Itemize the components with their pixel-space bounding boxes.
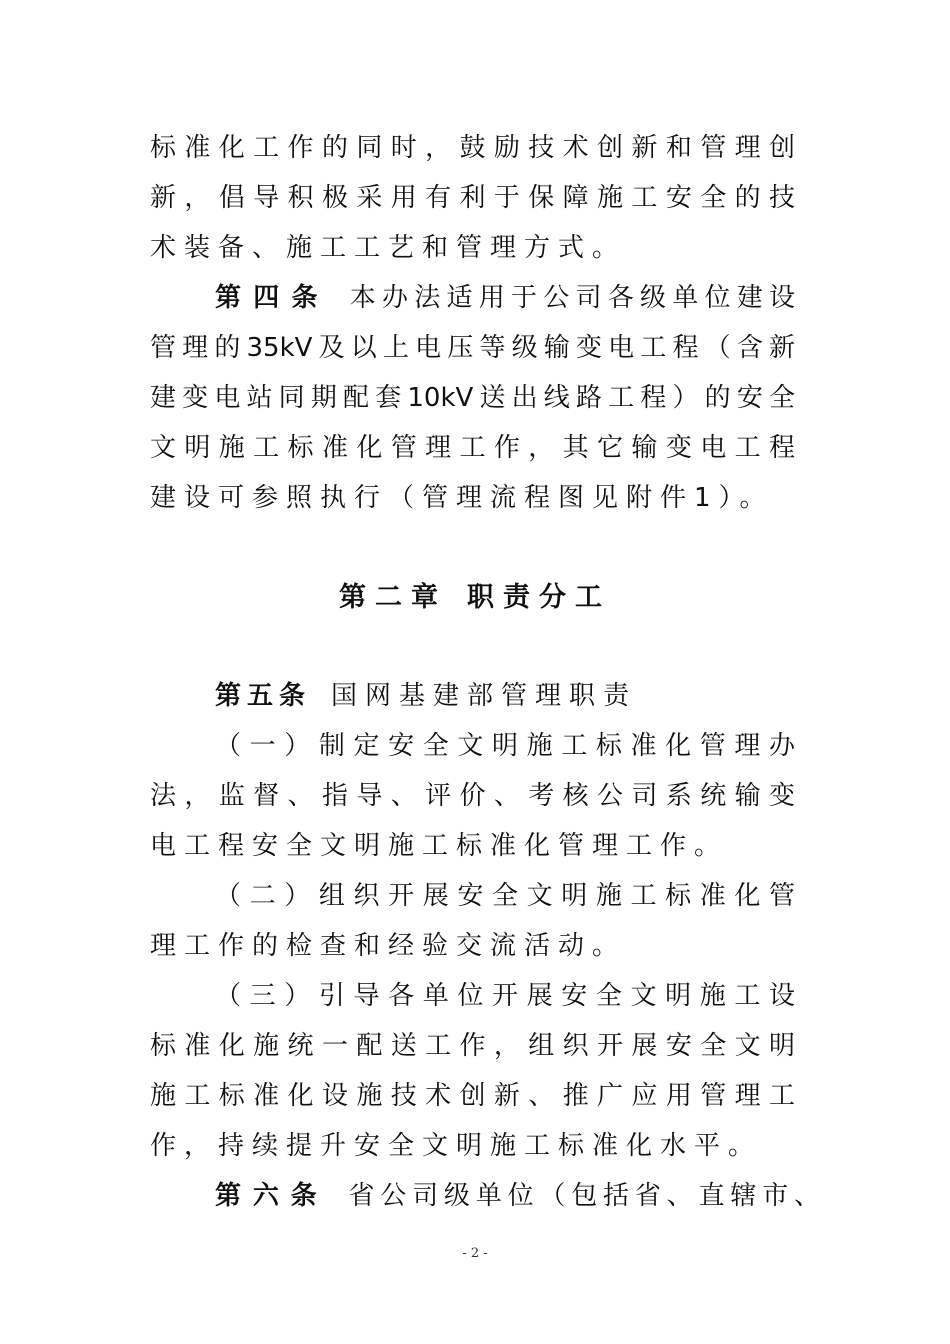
body-line: 术装备、施工工艺和管理方式。 (150, 233, 627, 263)
body-line: 标准化工作的同时，鼓励技术创新和管理创 (150, 133, 795, 163)
article-4-label: 第四条 (215, 283, 330, 313)
body-line: （三）引导各单位开展安全文明施工设 (215, 981, 795, 1011)
body-line: 文明施工标准化管理工作，其它输变电工程 (150, 433, 795, 463)
article-6-first-line (215, 1178, 820, 1214)
article-5-heading: 国网基建部管理职责 (331, 681, 638, 711)
article-6-text: 省公司级单位（包括省、直辖市、 (348, 1181, 820, 1211)
body-line: 电工程安全文明施工标准化管理工作。 (150, 831, 729, 861)
body-line: 新，倡导积极采用有利于保障施工安全的技 (150, 183, 795, 213)
article-5-heading-line (215, 678, 795, 714)
body-line: 理工作的检查和经验交流活动。 (150, 931, 627, 961)
article-5-label: 第五条 (215, 681, 312, 711)
chapter-title: 职责分工 (467, 582, 611, 613)
page-number: - 2 - (462, 1246, 488, 1261)
body-line: 建变电站同期配套10kV送出线路工程）的安全 (150, 383, 795, 413)
article-4-text: 本办法适用于公司各级单位建设 (349, 283, 795, 313)
body-line: 建设可参照执行（管理流程图见附件1）。 (150, 483, 774, 513)
body-line: （二）组织开展安全文明施工标准化管 (215, 881, 795, 911)
body-line: 法，监督、指导、评价、考核公司系统输变 (150, 781, 795, 811)
body-line: 管理的35kV及以上电压等级输变电工程（含新 (150, 333, 795, 363)
chapter-number: 第二章 (339, 582, 447, 613)
body-line: 标准化施统一配送工作，组织开展安全文明 (150, 1031, 795, 1061)
article-6-label: 第六条 (215, 1181, 329, 1211)
article-4-first-line (215, 280, 795, 316)
chapter-heading (0, 580, 950, 616)
body-line: 施工标准化设施技术创新、推广应用管理工 (150, 1081, 795, 1111)
body-line: 作，持续提升安全文明施工标准化水平。 (150, 1131, 763, 1161)
body-line: （一）制定安全文明施工标准化管理办 (215, 731, 795, 761)
